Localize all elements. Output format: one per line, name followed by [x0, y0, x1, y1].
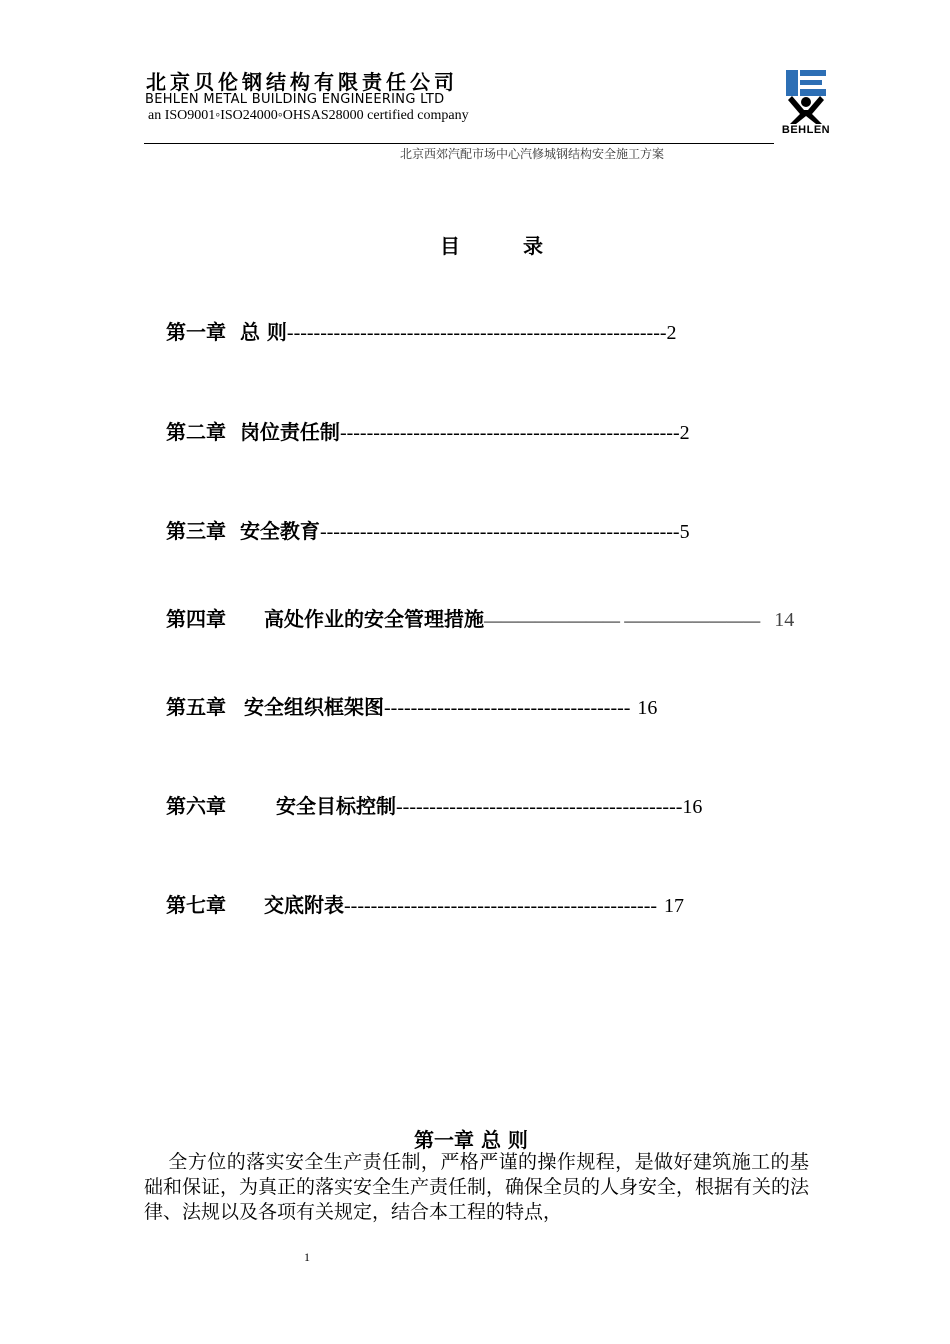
toc-page-number: 16 [637, 697, 658, 719]
toc-page-number: 2 [666, 322, 677, 344]
toc-chapter-label: 第五章 [166, 695, 226, 719]
certification-line: an ISO9001◦ISO24000◦OHSAS28000 certified company [148, 108, 469, 123]
toc-item-chapter-1[interactable] [166, 316, 677, 345]
logo-text: BEHLEN [781, 124, 831, 136]
company-name-en: BEHLEN METAL BUILDING ENGINEERING LTD [145, 92, 445, 107]
toc-item-chapter-2[interactable] [166, 416, 690, 445]
toc-item-chapter-6[interactable] [166, 790, 702, 819]
toc-chapter-label: 第七章 [166, 893, 226, 917]
toc-chapter-label: 第六章 [166, 794, 226, 818]
toc-chapter-label: 第三章 [166, 519, 226, 543]
toc-page-number: 17 [664, 895, 684, 917]
toc-leader: ----------------------------------------------- [344, 895, 658, 917]
chapter-1-title: 第一章 总 则 [414, 1128, 528, 1152]
chapter-1-body [144, 1150, 809, 1225]
toc-leader: ------------------------------------------------------ [319, 521, 680, 543]
toc-chapter-title: 高处作业的安全管理措施 [264, 607, 484, 631]
toc-title: 目 录 [440, 234, 571, 258]
toc-chapter-label: 第二章 [166, 420, 226, 444]
chapter-1-paragraph: 全方位的落实安全生产责任制，严格严谨的操作规程，是做好建筑施工的基础和保证，为真正的落实安全生产责任制，确保全员的人身安全，根据有关的法律、法规以及各项有关规定，结合本工程的特点， [144, 1151, 810, 1223]
company-name-cn: 北京贝伦钢结构有限责任公司 [146, 70, 458, 94]
toc-item-chapter-4[interactable] [166, 603, 794, 632]
toc-page-number: 2 [679, 422, 690, 444]
toc-page-number: 5 [679, 521, 690, 543]
toc-item-chapter-5[interactable] [166, 691, 657, 720]
toc-leader: ------------------------------------- [384, 697, 631, 719]
toc-chapter-title: 安全组织框架图 [244, 695, 384, 719]
toc-chapter-title: 交底附表 [264, 893, 344, 917]
page-number: 1 [304, 1250, 310, 1264]
toc-item-chapter-3[interactable] [166, 515, 690, 544]
toc-page-number: 14 [774, 609, 795, 631]
toc-chapter-title: 安全目标控制 [276, 794, 396, 818]
document-subtitle: 北京西郊汽配市场中心汽修城钢结构安全施工方案 [400, 147, 665, 161]
toc-chapter-title: 安全教育 [239, 519, 320, 543]
toc-leader: --------------------------------------------------------- [286, 322, 667, 344]
toc-leader: ------------------------------------------- [396, 796, 683, 818]
toc-chapter-title: 岗位责任制 [239, 420, 340, 444]
toc-page-number: 16 [682, 796, 703, 818]
toc-chapter-label: 第一章 [166, 320, 226, 344]
toc-chapter-title: 总 则 [239, 320, 287, 344]
toc-chapter-label: 第四章 [166, 607, 226, 631]
toc-leader: --------------------------------------------------- [339, 422, 680, 444]
header-divider [144, 143, 774, 144]
toc-leader: ———————— ———————— [484, 611, 761, 630]
toc-item-chapter-7[interactable] [166, 889, 684, 918]
